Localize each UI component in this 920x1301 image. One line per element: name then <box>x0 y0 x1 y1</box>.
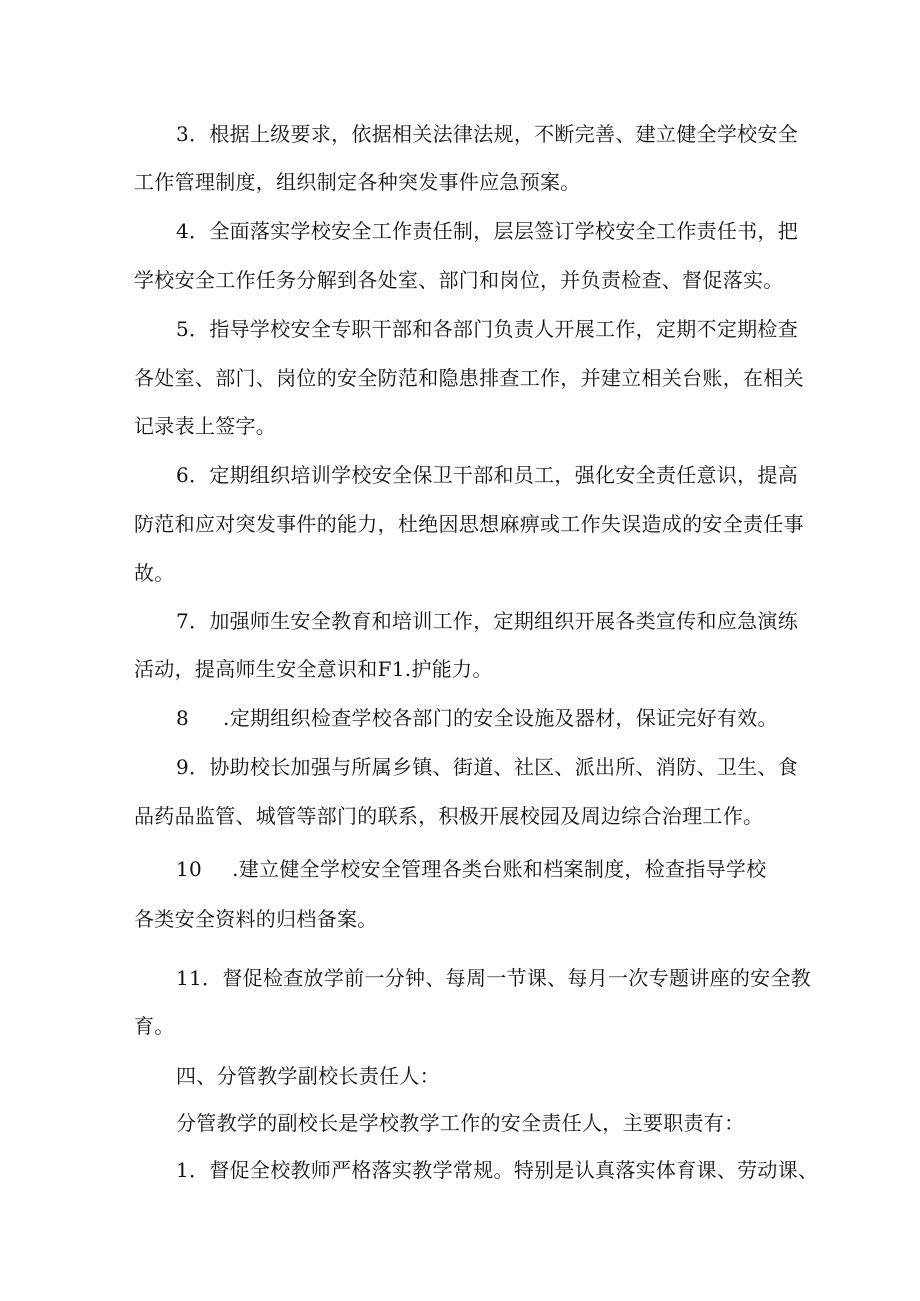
paragraph-4-line-2: 学校安全工作任务分解到各处室、部门和岗位，并负责检查、督促落实。 <box>134 268 784 292</box>
paragraph-8-line-1 <box>176 705 778 731</box>
paragraph-9-line-2: 品药品监管、城管等部门的联系，积极开展校园及周边综合治理工作。 <box>134 804 764 828</box>
paragraph-9-line-1: 9．协助校长加强与所属乡镇、街道、社区、派出所、消防、卫生、食 <box>176 755 799 779</box>
paragraph-3-line-2: 工作管理制度，组织制定各种突发事件应急预案。 <box>134 170 581 194</box>
paragraph-6-line-3: 故。 <box>134 561 175 585</box>
paragraph-6-line-1: 6．定期组织培训学校安全保卫干部和员工，强化安全责任意识，提高 <box>176 463 799 487</box>
paragraph-6-line-2: 防范和应对突发事件的能力，杜绝因思想麻痹或工作失误造成的安全责任事 <box>134 512 804 536</box>
paragraph-3-line-1: 3．根据上级要求，依据相关法律法规，不断完善、建立健全学校安全 <box>176 122 799 146</box>
paragraph-11-line-2: 育。 <box>134 1014 175 1038</box>
paragraph-5-line-2: 各处室、部门、岗位的安全防范和隐患排查工作，并建立相关台账，在相关 <box>134 366 804 390</box>
section-4-item-1-line-1: 1．督促全校教师严格落实教学常规。特别是认真落实体育课、劳动课、 <box>176 1158 819 1182</box>
paragraph-10-line-1 <box>176 856 767 882</box>
paragraph-11-line-1: 11．督促检查放学前一分钟、每周一节课、每月一次专题讲座的安全教 <box>176 966 812 990</box>
paragraph-10-line-2: 各类安全资料的归档备案。 <box>134 907 378 931</box>
section-4-intro: 分管教学的副校长是学校教学工作的安全责任人，主要职责有： <box>176 1111 745 1135</box>
paragraph-8-text: .定期组织检查学校各部门的安全设施及器材，保证完好有效。 <box>223 706 778 730</box>
item-number-10: 10 <box>176 857 203 881</box>
item-number-8: 8 <box>176 706 190 730</box>
paragraph-5-line-3: 记录表上签字。 <box>134 414 277 438</box>
paragraph-10-text: .建立健全学校安全管理各类台账和档案制度，检查指导学校 <box>232 857 767 881</box>
paragraph-4-line-1: 4．全面落实学校安全工作责任制，层层签订学校安全工作责任书，把 <box>176 219 799 243</box>
paragraph-7-line-2: 活动，提高师生安全意识和F1.护能力。 <box>134 657 493 681</box>
paragraph-5-line-1: 5．指导学校安全专职干部和各部门负责人开展工作，定期不定期检查 <box>176 317 799 341</box>
paragraph-7-line-1: 7．加强师生安全教育和培训工作，定期组织开展各类宣传和应急演练 <box>176 609 799 633</box>
section-heading-4: 四、分管教学副校长责任人： <box>176 1064 440 1088</box>
